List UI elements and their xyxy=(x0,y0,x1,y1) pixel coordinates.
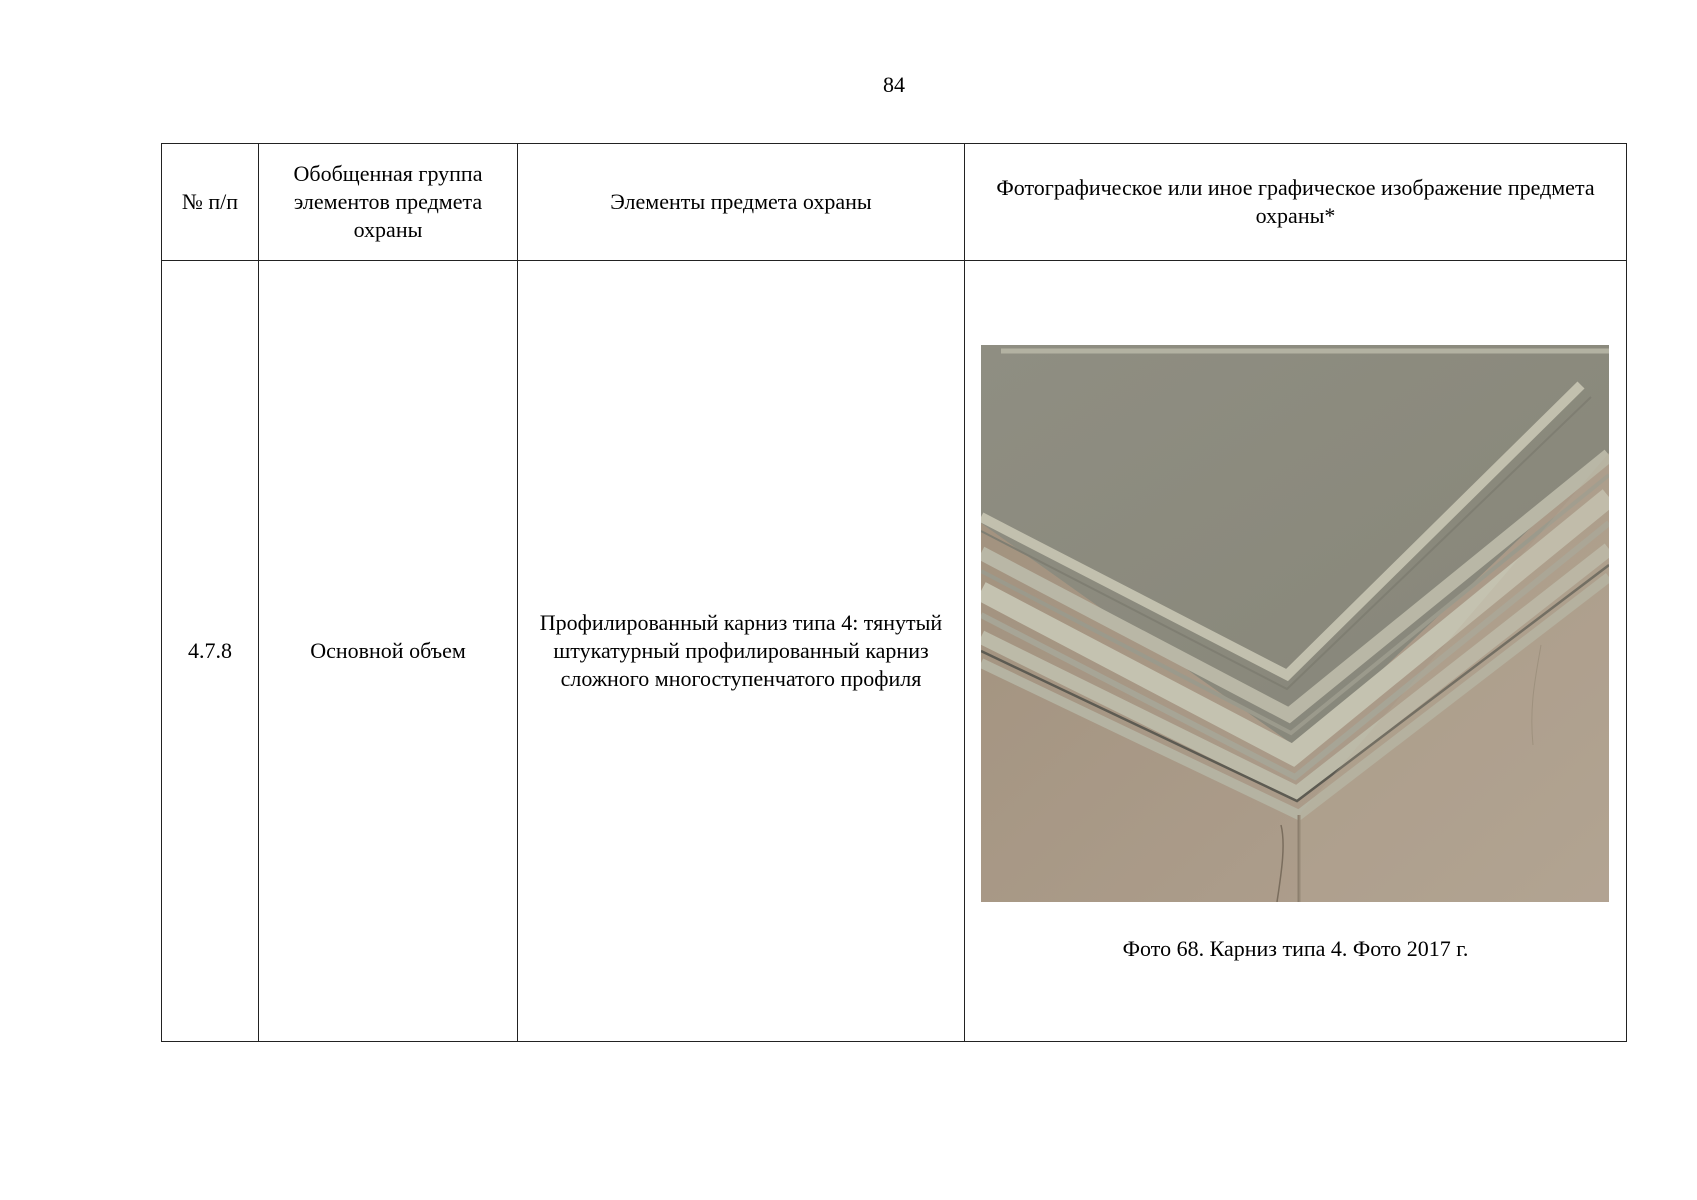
header-photo: Фотографическое или иное графическое изображение предмета охраны* xyxy=(965,144,1627,261)
header-num: № п/п xyxy=(162,144,259,261)
photo-caption: Фото 68. Карниз типа 4. Фото 2017 г. xyxy=(1122,936,1469,961)
cornice-photo xyxy=(981,345,1609,902)
protection-elements-table xyxy=(161,143,1627,1042)
row-num: 4.7.8 xyxy=(162,261,259,1042)
header-group: Обобщенная группа элементов предмета охраны xyxy=(259,144,518,261)
row-elements: Профилированный карниз типа 4: тянутый штукатурный профилированный карниз сложного многоступенчатого профиля xyxy=(518,261,965,1042)
table-header-row xyxy=(162,144,1627,261)
table-row xyxy=(162,261,1627,1042)
row-photo-cell xyxy=(965,261,1627,1042)
cornice-photo-image xyxy=(981,345,1609,902)
header-elements: Элементы предмета охраны xyxy=(518,144,965,261)
page-number: 84 xyxy=(883,72,905,97)
row-group: Основной объем xyxy=(259,261,518,1042)
